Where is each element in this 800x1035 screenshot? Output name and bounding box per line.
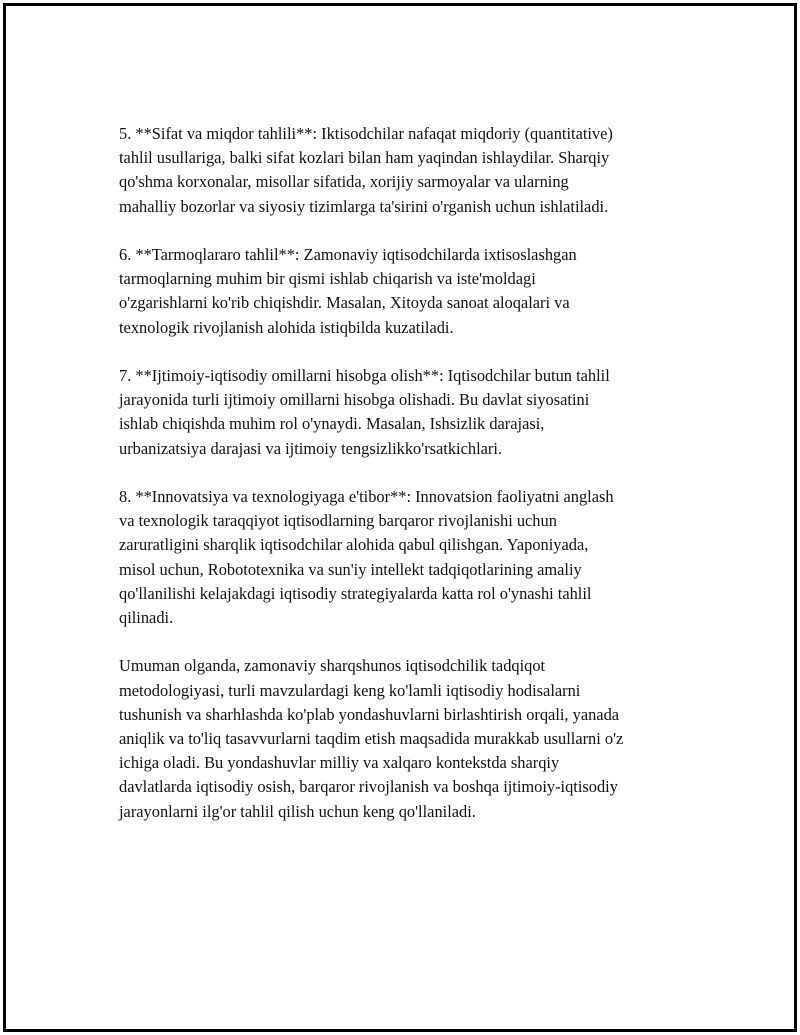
text-line: metodologiyasi, turli mavzulardagi keng ko'lamli iqtisodiy hodisalarni [119, 680, 581, 700]
text-line: zaruratligini sharqlik iqtisodchilar alohida qabul qilishgan. Yaponiyada, [119, 535, 589, 555]
text-line: 7. **Ijtimoiy-iqtisodiy omillarni hisobga olish**: Iqtisodchilar butun tahlil [119, 366, 610, 385]
text-line: qo'llanilishi kelajakdagi iqtisodiy strategiyalarda katta rol o'ynashi tahlil [119, 583, 592, 603]
text-line: urbanizatsiya darajasi va ijtimoiy tengsizlikko'rsatkichlari. [119, 438, 503, 458]
text-line: 6. **Tarmoqlararo tahlil**: Zamonaviy iqtisodchilarda ixtisoslashgan [119, 245, 577, 264]
text-line: tushunish va sharhlashda ko'plab yondashuvlarni birlashtirish orqali, yanada [119, 704, 620, 724]
text-line: tahlil usullariga, balki sifat kozlari bilan ham yaqindan ishlaydilar. Sharqiy [119, 148, 610, 168]
text-line: aniqlik va to'liq tasavvurlarni taqdim etish maqsadida murakkab usullarni o'z [119, 729, 624, 749]
text-line: mahalliy bozorlar va siyosiy tizimlarga ta'sirini o'rganish uchun ishlatiladi. [119, 196, 609, 216]
document-page [3, 3, 797, 1032]
paragraph-summary [119, 654, 694, 823]
text-line: Umuman olganda, zamonaviy sharqshunos iqtisodchilik tadqiqot [119, 656, 546, 676]
text-line: misol uchun, Robototexnika va sun'iy intellekt tadqiqotlarining amaliy [119, 559, 582, 579]
text-line: qo'shma korxonalar, misollar sifatida, xorijiy sarmoyalar va ularning [119, 172, 569, 192]
document-body [119, 122, 694, 848]
paragraph-item-8 [119, 485, 694, 630]
text-line: davlatlarda iqtisodiy osish, barqaror rivojlanish va boshqa ijtimoiy-iqtisodiy [119, 777, 618, 797]
paragraph-item-6 [119, 243, 694, 340]
text-line: o'zgarishlarni ko'rib chiqishdir. Masalan, Xitoyda sanoat aloqalari va [119, 293, 570, 313]
text-line: texnologik rivojlanish alohida istiqbilda kuzatiladi. [119, 317, 454, 337]
text-line: ishlab chiqishda muhim rol o'ynaydi. Masalan, Ishsizlik darajasi, [119, 414, 545, 434]
text-line: jarayonlarni ilg'or tahlil qilish uchun keng qo'llaniladi. [119, 801, 476, 821]
text-line: jarayonida turli ijtimoiy omillarni hisobga olishadi. Bu davlat siyosatini [119, 390, 590, 410]
text-line: tarmoqlarning muhim bir qismi ishlab chiqarish va iste'moldagi [119, 269, 536, 289]
text-line: qilinadi. [119, 608, 174, 628]
text-line: ichiga oladi. Bu yondashuvlar milliy va xalqaro kontekstda sharqiy [119, 753, 560, 773]
text-line: va texnologik taraqqiyot iqtisodlarning barqaror rivojlanishi uchun [119, 511, 557, 531]
text-line: 5. **Sifat va miqdor tahlili**: Iktisodchilar nafaqat miqdoriy (quantitative) [119, 124, 613, 143]
text-line: 8. **Innovatsiya va texnologiyaga e'tibor**: Innovatsion faoliyatni anglash [119, 487, 614, 506]
paragraph-item-5 [119, 122, 694, 219]
paragraph-item-7 [119, 364, 694, 461]
